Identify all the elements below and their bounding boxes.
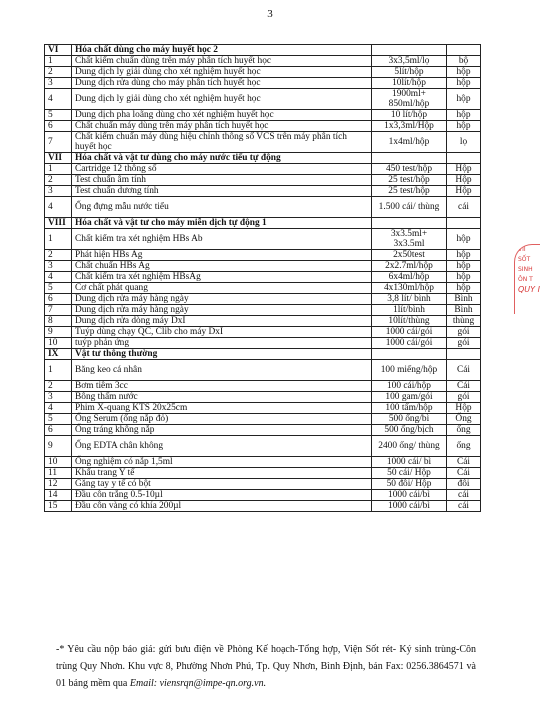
item-unit: hộp [447,250,481,261]
footnote [56,641,476,692]
item-unit: ống [447,436,481,457]
section-empty-cell [447,349,481,360]
item-name: Chất kiểm chuẩn dùng trên máy phân tích huyết học [72,56,372,67]
table-row [45,479,481,490]
item-name: Dung dịch ly giải dùng cho xét nghiệm huyết học [72,67,372,78]
table-row [45,164,481,175]
item-number: 1 [45,56,72,67]
item-unit: Cái [447,381,481,392]
item-packaging: 100 miếng/hộp [372,360,447,381]
item-unit: cái [447,197,481,218]
table-row [45,360,481,381]
item-number: 6 [45,425,72,436]
item-number: 4 [45,197,72,218]
item-unit: hộp [447,272,481,283]
item-number: 15 [45,501,72,512]
item-number: 4 [45,89,72,110]
item-number: 3 [45,261,72,272]
item-packaging: 6x4ml/hộp [372,272,447,283]
footnote-email[interactable]: viensrqn@impe-qn.org.vn. [159,678,267,689]
section-number: VII [45,153,72,164]
item-name: tuýp phản ứng [72,338,372,349]
item-name: Cơ chất phát quang [72,283,372,294]
item-unit: Ống [447,414,481,425]
item-name: Chất kiểm tra xét nghiệm HBs Ab [72,229,372,250]
item-packaging: 1000 cái/gói [372,338,447,349]
item-name: Tuýp dùng chạy QC, Clib cho máy DxI [72,327,372,338]
item-packaging: 1000 cái/ bì [372,457,447,468]
section-title: Hóa chất và vật tư cho máy miễn dịch tự động 1 [72,218,372,229]
section-header-row [45,218,481,229]
item-packaging: 2x50test [372,250,447,261]
item-unit: hộp [447,110,481,121]
item-unit: hộp [447,229,481,250]
item-name: Test chuẩn dương tính [72,186,372,197]
item-name: Dung dịch rửa dùng cho máy phân tích huyết học [72,78,372,89]
item-packaging: 1000 cái/gói [372,327,447,338]
item-packaging: 1900ml+ 850ml/hộp [372,89,447,110]
table-row [45,78,481,89]
section-number: IX [45,349,72,360]
table-row [45,229,481,250]
item-unit: hộp [447,67,481,78]
item-number: 12 [45,479,72,490]
item-number: 9 [45,327,72,338]
item-number: 6 [45,294,72,305]
item-unit: lọ [447,132,481,153]
stamp-text-line: VII [518,246,526,253]
item-unit: cái [447,501,481,512]
item-name: Đầu côn trắng 0.5-10µl [72,490,372,501]
item-name: Chất kiểm chuẩn máy dùng hiệu chỉnh thông số VCS trên máy phân tích huyết học [72,132,372,153]
table-row [45,490,481,501]
page-number: 3 [267,8,273,20]
table-row [45,338,481,349]
item-packaging: 100 tấm/hộp [372,403,447,414]
item-unit: Bình [447,305,481,316]
table-row [45,316,481,327]
item-packaging: 1000 cái/bì [372,501,447,512]
item-number: 3 [45,186,72,197]
item-number: 2 [45,250,72,261]
item-packaging: 3x3.5ml+ 3x3.5ml [372,229,447,250]
section-header-row [45,153,481,164]
section-header-row [45,349,481,360]
item-packaging: 50 cái/ Hộp [372,468,447,479]
item-packaging: 5lít/hộp [372,67,447,78]
item-name: Test chuẩn âm tính [72,175,372,186]
section-title: Vật tư thông thường [72,349,372,360]
section-empty-cell [447,153,481,164]
item-number: 8 [45,316,72,327]
item-name: Bơm tiêm 3cc [72,381,372,392]
table-row [45,121,481,132]
supplies-table [44,44,481,512]
item-packaging: 1x3,3ml/Hộp [372,121,447,132]
item-number: 3 [45,392,72,403]
item-packaging: 1x4ml/hộp [372,132,447,153]
table-row [45,56,481,67]
table-row [45,327,481,338]
item-packaging: 100 gam/gói [372,392,447,403]
item-unit: Hộp [447,164,481,175]
section-empty-cell [372,153,447,164]
table-row [45,457,481,468]
item-name: Chất chuẩn HBs Ag [72,261,372,272]
item-name: Băng keo cá nhân [72,360,372,381]
item-name: Khẩu trang Y tế [72,468,372,479]
item-number: 5 [45,283,72,294]
item-unit: gói [447,338,481,349]
table-row [45,186,481,197]
item-unit: hộp [447,261,481,272]
item-unit: hộp [447,78,481,89]
item-name: Chất kiểm tra xét nghiệm HBsAg [72,272,372,283]
item-packaging: 25 test/hộp [372,175,447,186]
table-row [45,392,481,403]
table-row [45,261,481,272]
item-packaging: 10 lít/hộp [372,110,447,121]
table-row [45,468,481,479]
item-name: Dung dịch rửa máy hàng ngày [72,294,372,305]
item-packaging: 4x130ml/hộp [372,283,447,294]
item-packaging: 50 đôi/ Hộp [372,479,447,490]
item-number: 6 [45,121,72,132]
item-unit: gói [447,392,481,403]
item-packaging: 10lít/hộp [372,78,447,89]
item-number: 3 [45,78,72,89]
item-name: Dung dịch rửa dòng máy DxI [72,316,372,327]
item-name: Ống nghiệm có nắp 1,5ml [72,457,372,468]
section-title: Hóa chất và vật tư dùng cho máy nước tiểu tự động [72,153,372,164]
item-unit: Cái [447,360,481,381]
item-number: 11 [45,468,72,479]
item-number: 14 [45,490,72,501]
item-unit: hộp [447,121,481,132]
stamp-text-line: QUY I [518,285,540,294]
section-empty-cell [372,349,447,360]
stamp-text-line: SỐT [518,256,531,263]
table-row [45,250,481,261]
table-row [45,175,481,186]
item-unit: hộp [447,283,481,294]
item-number: 2 [45,175,72,186]
item-unit: bộ [447,56,481,67]
item-name: Ống EDTA chân không [72,436,372,457]
item-number: 5 [45,110,72,121]
section-title: Hóa chất dùng cho máy huyết học 2 [72,45,372,56]
item-packaging: 25 test/hộp [372,186,447,197]
item-number: 7 [45,132,72,153]
item-name: Phim X-quang KTS 20x25cm [72,403,372,414]
item-name: Cartridge 12 thông số [72,164,372,175]
item-unit: thùng [447,316,481,327]
table-row [45,294,481,305]
item-packaging: 1000 cái/bì [372,490,447,501]
item-name: Phát hiện HBs Ag [72,250,372,261]
item-name: Ống đựng mẫu nước tiểu [72,197,372,218]
table-row [45,436,481,457]
red-stamp [514,244,540,314]
item-packaging: 500 ống/bịch [372,425,447,436]
table-row [45,67,481,78]
stamp-text-line: ÔN T [518,276,533,283]
item-number: 1 [45,360,72,381]
table-row [45,425,481,436]
section-header-row [45,45,481,56]
item-unit: gói [447,327,481,338]
item-unit: Hộp [447,175,481,186]
table-row [45,501,481,512]
footnote-text: -* Yêu cầu nộp báo giá: gửi bưu điện về Phòng Kế hoạch-Tổng hợp, Viện Sốt rét- Ký sinh trùng-Côn trùng Quy Nhơn. Khu vực 8, Phường Nhơn Phú, Tp. Quy Nhơn, Bình Định, bản Fax: 0256.3864571 và 01 bảng mềm qua [56,644,476,689]
item-number: 2 [45,67,72,78]
item-number: 4 [45,403,72,414]
item-unit: Cái [447,468,481,479]
item-number: 1 [45,229,72,250]
item-number: 10 [45,338,72,349]
item-packaging: 2400 ống/ thùng [372,436,447,457]
stamp-text-line: SINH [518,266,533,273]
item-packaging: 1.500 cái/ thùng [372,197,447,218]
item-packaging: 100 cái/hộp [372,381,447,392]
section-number: VI [45,45,72,56]
item-name: Dung dịch pha loãng dùng cho xét nghiệm huyết học [72,110,372,121]
table-row [45,110,481,121]
table-row [45,283,481,294]
item-name: Bông thấm nước [72,392,372,403]
item-number: 2 [45,381,72,392]
section-empty-cell [447,218,481,229]
item-packaging: 1lít/bình [372,305,447,316]
section-empty-cell [447,45,481,56]
table-row [45,272,481,283]
table-row [45,403,481,414]
item-unit: đôi [447,479,481,490]
item-unit: cái [447,490,481,501]
item-name: Găng tay y tế có bột [72,479,372,490]
item-unit: Hộp [447,403,481,414]
item-number: 10 [45,457,72,468]
section-empty-cell [372,45,447,56]
item-name: Ống tráng không nắp [72,425,372,436]
item-unit: Cái [447,457,481,468]
table-row [45,381,481,392]
item-unit: Hộp [447,186,481,197]
item-packaging: 10lít/thùng [372,316,447,327]
table-row [45,414,481,425]
item-packaging: 500 ống/bì [372,414,447,425]
section-number: VIII [45,218,72,229]
table-row [45,132,481,153]
item-name: Dung dịch rửa máy hàng ngày [72,305,372,316]
footnote-email-label: Email: [129,678,158,689]
item-packaging: 3,8 lít/ bình [372,294,447,305]
item-name: Đầu côn vàng có khía 200µl [72,501,372,512]
item-name: Ống Serum (ống nắp đỏ) [72,414,372,425]
item-number: 1 [45,164,72,175]
item-packaging: 2x2.7ml/hộp [372,261,447,272]
table-row [45,89,481,110]
item-number: 9 [45,436,72,457]
item-packaging: 450 test/hộp [372,164,447,175]
item-number: 4 [45,272,72,283]
item-unit: hộp [447,89,481,110]
item-name: Dung dịch ly giải dùng cho xét nghiệm huyết học [72,89,372,110]
table-row [45,305,481,316]
item-unit: ống [447,425,481,436]
item-number: 7 [45,305,72,316]
section-empty-cell [372,218,447,229]
item-name: Chất chuẩn máy dùng trên máy phân tích huyết học [72,121,372,132]
table-row [45,197,481,218]
item-packaging: 3x3,5ml/lọ [372,56,447,67]
item-number: 5 [45,414,72,425]
item-unit: Bình [447,294,481,305]
